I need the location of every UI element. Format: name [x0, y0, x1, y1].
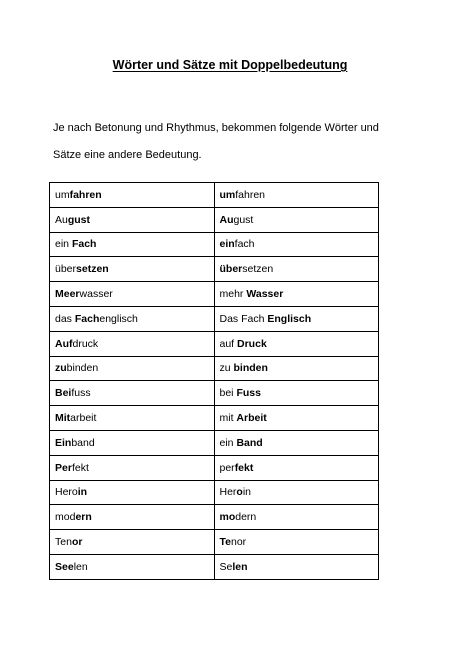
unstressed-text: das [55, 312, 75, 325]
word-cell-right [214, 480, 379, 505]
unstressed-text: Das Fach [219, 312, 268, 325]
word-cell-left [50, 530, 215, 555]
table-row [50, 207, 379, 232]
stressed-syllable: Fach [74, 312, 100, 325]
table-row [50, 530, 379, 555]
word-cell-left [50, 554, 215, 579]
table-row [50, 356, 379, 381]
word-cell-right [214, 505, 379, 530]
stressed-syllable: Englisch [267, 312, 312, 325]
stressed-syllable: ern [75, 511, 92, 524]
unstressed-text: Se [219, 560, 233, 573]
stressed-syllable: mo [219, 511, 236, 524]
unstressed-text: in [242, 486, 252, 499]
unstressed-text: Ten [55, 536, 72, 549]
unstressed-text: englisch [99, 312, 138, 325]
word-cell-left [50, 430, 215, 455]
unstressed-text: ein [219, 436, 237, 449]
unstressed-text: fekt [71, 461, 89, 474]
unstressed-text: gust [233, 213, 254, 226]
unstressed-text: druck [72, 337, 99, 350]
table-row [50, 381, 379, 406]
unstressed-text: Hero [55, 486, 78, 499]
word-cell-right [214, 207, 379, 232]
stressed-syllable: ein [219, 238, 235, 251]
word-cell-left [50, 183, 215, 208]
word-cell-right [214, 530, 379, 555]
word-cell-right [214, 282, 379, 307]
stressed-syllable: Arbeit [236, 412, 267, 425]
unstressed-text: über [55, 263, 77, 276]
unstressed-text: nor [230, 536, 247, 549]
unstressed-text: wasser [79, 288, 113, 301]
word-cell-right [214, 257, 379, 282]
unstressed-text: mit [219, 412, 237, 425]
table-row [50, 430, 379, 455]
word-cell-left [50, 306, 215, 331]
stressed-syllable: o [236, 486, 243, 499]
stressed-syllable: zu [55, 362, 67, 375]
word-cell-left [50, 381, 215, 406]
table-row [50, 505, 379, 530]
unstressed-text: ein [55, 238, 72, 251]
word-cell-left [50, 406, 215, 431]
table-row [50, 183, 379, 208]
unstressed-text: Au [55, 213, 68, 226]
stressed-syllable: gust [67, 213, 91, 226]
stressed-syllable: Mit [55, 412, 71, 425]
unstressed-text: auf [219, 337, 238, 350]
unstressed-text: dern [235, 511, 257, 524]
unstressed-text: len [73, 560, 88, 573]
table-row [50, 257, 379, 282]
table-row [50, 306, 379, 331]
stressed-syllable: Band [236, 436, 263, 449]
table-row [50, 331, 379, 356]
word-cell-left [50, 282, 215, 307]
unstressed-text: um [55, 188, 70, 201]
word-cell-right [214, 183, 379, 208]
word-cell-left [50, 356, 215, 381]
word-cell-left [50, 505, 215, 530]
stressed-syllable: Te [219, 536, 231, 549]
intro-paragraph [53, 115, 413, 169]
word-cell-left [50, 207, 215, 232]
table-row [50, 282, 379, 307]
stressed-syllable: Ein [55, 436, 72, 449]
table-row [50, 554, 379, 579]
word-cell-left [50, 257, 215, 282]
table-row [50, 480, 379, 505]
stressed-syllable: Fach [71, 238, 97, 251]
unstressed-text: band [71, 436, 95, 449]
word-cell-left [50, 480, 215, 505]
word-cell-right [214, 331, 379, 356]
unstressed-text: binden [66, 362, 99, 375]
unstressed-text: mehr [219, 288, 247, 301]
unstressed-text: fahren [235, 188, 266, 201]
stressed-syllable: binden [233, 362, 268, 375]
unstressed-text: setzen [242, 263, 274, 276]
stressed-syllable: setzen [76, 263, 109, 276]
intro-line-2: Sätze eine andere Bedeutung. [53, 149, 202, 161]
stressed-syllable: Meer [55, 288, 80, 301]
word-cell-left [50, 232, 215, 257]
word-cell-right [214, 554, 379, 579]
word-cell-right [214, 455, 379, 480]
stressed-syllable: len [232, 560, 248, 573]
table-row [50, 455, 379, 480]
word-cell-right [214, 406, 379, 431]
unstressed-text: fuss [71, 387, 91, 400]
stressed-syllable: in [77, 486, 88, 499]
word-pairs-table-body [50, 183, 379, 580]
stressed-syllable: Auf [55, 337, 73, 350]
unstressed-text: bei [219, 387, 237, 400]
word-cell-right [214, 430, 379, 455]
stressed-syllable: Au [219, 213, 234, 226]
word-cell-right [214, 381, 379, 406]
stressed-syllable: fekt [234, 461, 254, 474]
word-cell-right [214, 356, 379, 381]
word-cell-right [214, 306, 379, 331]
stressed-syllable: um [219, 188, 236, 201]
stressed-syllable: or [71, 536, 83, 549]
unstressed-text: Her [219, 486, 237, 499]
stressed-syllable: über [219, 263, 243, 276]
stressed-syllable: See [55, 560, 74, 573]
unstressed-text: fach [234, 238, 255, 251]
table-row [50, 406, 379, 431]
unstressed-text: per [219, 461, 235, 474]
word-cell-left [50, 455, 215, 480]
unstressed-text: zu [219, 362, 234, 375]
word-pairs-table [49, 182, 379, 580]
unstressed-text: mod [55, 511, 76, 524]
stressed-syllable: fahren [69, 188, 102, 201]
word-cell-right [214, 232, 379, 257]
word-cell-left [50, 331, 215, 356]
stressed-syllable: Per [55, 461, 72, 474]
stressed-syllable: Bei [55, 387, 72, 400]
stressed-syllable: Wasser [246, 288, 284, 301]
unstressed-text: arbeit [70, 412, 97, 425]
intro-line-1: Je nach Betonung und Rhythmus, bekommen folgende Wörter und [53, 122, 379, 134]
stressed-syllable: Druck [237, 337, 267, 350]
stressed-syllable: Fuss [236, 387, 261, 400]
table-row [50, 232, 379, 257]
page-title: Wörter und Sätze mit Doppelbedeutung [112, 58, 348, 72]
